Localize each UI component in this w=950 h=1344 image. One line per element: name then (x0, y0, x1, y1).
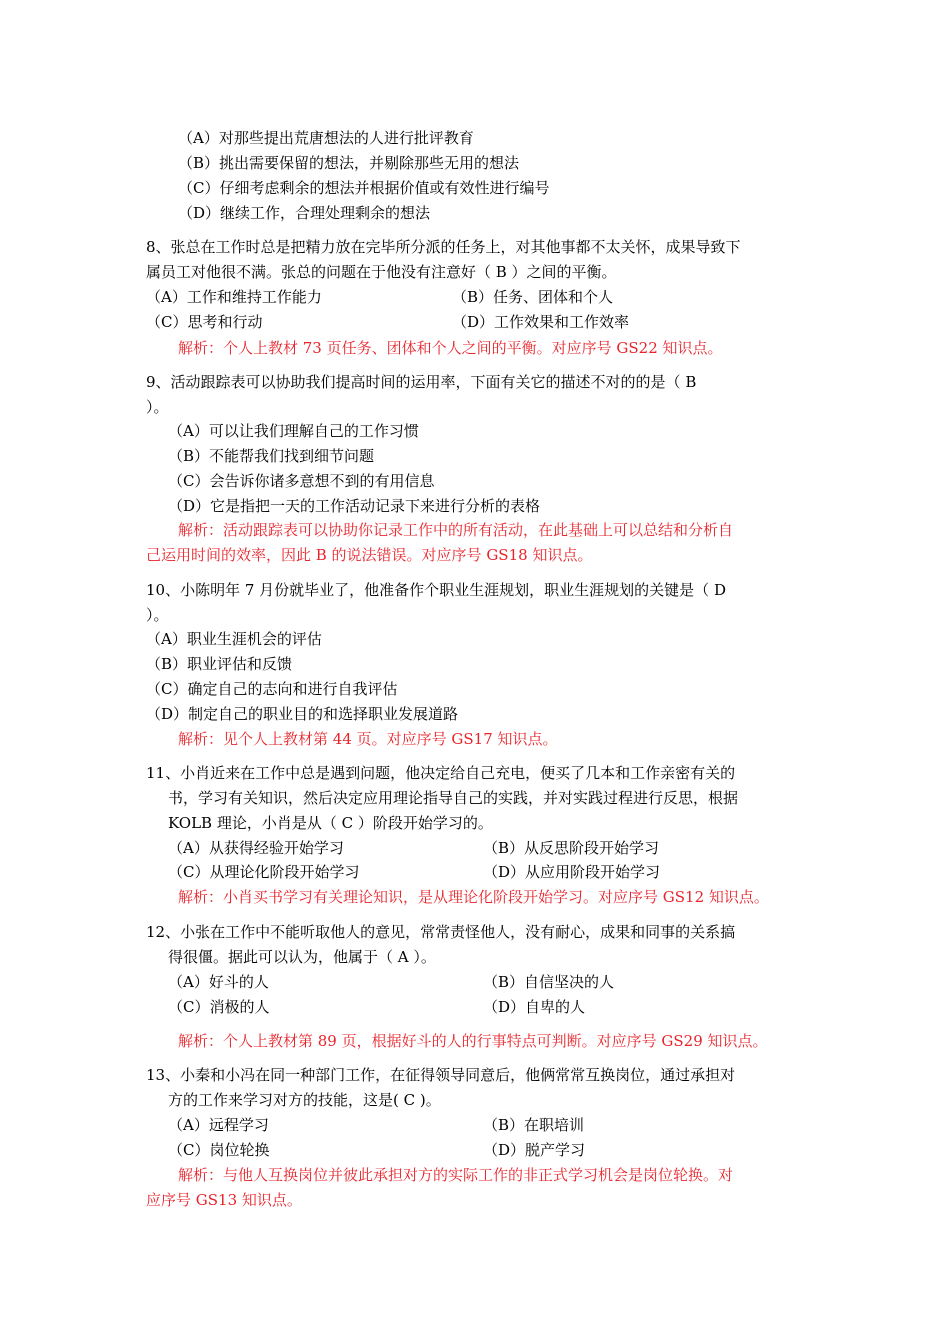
q8-stem-line2: 属员工对他很不满。张总的问题在于他没有注意好（ B ）之间的平衡。 (146, 263, 617, 281)
q8-option-a: （A）工作和维持工作能力 (146, 288, 322, 306)
q10-option-d: （D）制定自己的职业目的和选择职业发展道路 (146, 705, 459, 723)
q12-option-d: （D）自卑的人 (483, 998, 586, 1016)
q8-option-b: （B）任务、团体和个人 (452, 288, 614, 306)
q11-option-d: （D）从应用阶段开始学习 (483, 863, 661, 881)
q12-option-c: （C）消极的人 (168, 998, 270, 1016)
q10-option-c: （C）确定自己的志向和进行自我评估 (146, 680, 398, 698)
q12-analysis: 解析：个人上教材第 89 页，根据好斗的人的行事特点可判断。对应序号 GS29 知识点。 (178, 1032, 768, 1050)
q9-analysis-line1: 解析：活动跟踪表可以协助你记录工作中的所有活动，在此基础上可以总结和分析自 (178, 521, 734, 539)
q8-analysis: 解析：个人上教材 73 页任务、团体和个人之间的平衡。对应序号 GS22 知识点。 (178, 339, 723, 357)
q13-option-c: （C）岗位轮换 (168, 1141, 270, 1159)
q7-option-a: （A）对那些提出荒唐想法的人进行批评教育 (178, 129, 474, 147)
q13-analysis-line2: 应序号 GS13 知识点。 (146, 1191, 302, 1209)
q13-analysis-line1: 解析：与他人互换岗位并彼此承担对方的实际工作的非正式学习机会是岗位轮换。对 (178, 1166, 734, 1184)
q10-stem-line1: 10、小陈明年 7 月份就毕业了，他准备作个职业生涯规划，职业生涯规划的关键是（ D (146, 581, 726, 599)
q12-stem-line1: 12、小张在工作中不能听取他人的意见，常常责怪他人，没有耐心，成果和同事的关系搞 (146, 923, 736, 941)
q9-stem-line1: 9、活动跟踪表可以协助我们提高时间的运用率，下面有关它的描述不对的的是（ B (146, 373, 697, 391)
q8-option-d: （D）工作效果和工作效率 (452, 313, 630, 331)
q11-option-c: （C）从理论化阶段开始学习 (168, 863, 360, 881)
q10-option-b: （B）职业评估和反馈 (146, 655, 293, 673)
q9-option-b: （B）不能帮我们找到细节问题 (168, 447, 375, 465)
q12-option-a: （A）好斗的人 (168, 973, 269, 991)
q10-option-a: （A）职业生涯机会的评估 (146, 630, 322, 648)
q12-option-b: （B）自信坚决的人 (483, 973, 615, 991)
q13-option-d: （D）脱产学习 (483, 1141, 586, 1159)
q9-analysis-line2: 己运用时间的效率，因此 B 的说法错误。对应序号 GS18 知识点。 (146, 546, 593, 564)
q11-stem-line3: KOLB 理论，小肖是从（ C ）阶段开始学习的。 (168, 814, 493, 832)
q13-option-a: （A）远程学习 (168, 1116, 269, 1134)
q11-option-a: （A）从获得经验开始学习 (168, 839, 344, 857)
q10-analysis: 解析：见个人上教材第 44 页。对应序号 GS17 知识点。 (178, 730, 558, 748)
q11-stem-line1: 11、小肖近来在工作中总是遇到问题，他决定给自己充电，便买了几本和工作亲密有关的 (146, 764, 736, 782)
q13-stem-line2: 方的工作来学习对方的技能，这是( C )。 (168, 1091, 441, 1109)
q11-stem-line2: 书，学习有关知识，然后决定应用理论指导自己的实践，并对实践过程进行反思，根据 (168, 789, 739, 807)
q10-stem-line2: ）。 (146, 606, 169, 624)
q7-option-b: （B）挑出需要保留的想法，并剔除那些无用的想法 (178, 154, 520, 172)
q7-option-c: （C）仔细考虑剩余的想法并根据价值或有效性进行编号 (178, 179, 550, 197)
q9-stem-line2: ）。 (146, 398, 169, 416)
q8-option-c: （C）思考和行动 (146, 313, 263, 331)
q13-stem-line1: 13、小秦和小冯在同一种部门工作，在征得领导同意后，他俩常常互换岗位，通过承担对 (146, 1066, 736, 1084)
q7-option-d: （D）继续工作，合理处理剩余的想法 (178, 204, 431, 222)
q9-option-c: （C）会告诉你诸多意想不到的有用信息 (168, 472, 435, 490)
q11-option-b: （B）从反思阶段开始学习 (483, 839, 660, 857)
q12-stem-line2: 得很僵。据此可以认为，他属于（ A ）。 (168, 948, 436, 966)
q13-option-b: （B）在职培训 (483, 1116, 585, 1134)
q9-option-a: （A）可以让我们理解自己的工作习惯 (168, 422, 419, 440)
q8-stem-line1: 8、张总在工作时总是把精力放在完毕所分派的任务上，对其他事都不太关怀，成果导致下 (146, 238, 741, 256)
q11-analysis: 解析：小肖买书学习有关理论知识，是从理论化阶段开始学习。对应序号 GS12 知识点。 (178, 888, 769, 906)
q9-option-d: （D）它是指把一天的工作活动记录下来进行分析的表格 (168, 497, 541, 515)
